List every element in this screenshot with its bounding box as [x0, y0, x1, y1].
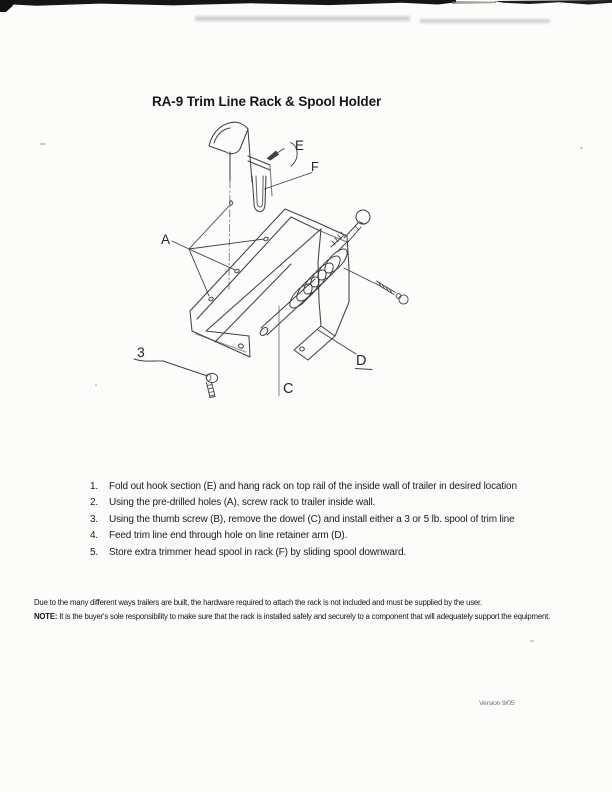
diagram-label-e: E	[295, 138, 305, 153]
responsibility-note	[34, 612, 600, 621]
rail-plate	[190, 209, 321, 342]
fold-arrow	[267, 143, 298, 167]
instruction-number: 2.	[90, 497, 99, 509]
thumb-knob	[355, 210, 370, 230]
instruction-text: Fold out hook section (E) and hang rack on top rail of the inside wall of trailer in desired location	[109, 481, 517, 492]
instruction-text: Feed trim line end through hole on line retainer arm (D).	[109, 530, 348, 542]
note-text: It is the buyer's sole responsibility to make sure that the rack is installed safely and securely to a component that will adequately support the equipment.	[59, 612, 551, 621]
diagram-label-a: A	[161, 232, 171, 247]
u-channel-slot	[252, 176, 266, 212]
diagram-label-d: D	[356, 353, 367, 369]
page-title: RA-9 Trim Line Rack & Spool Holder	[152, 94, 382, 109]
instruction-number: 5.	[90, 546, 99, 558]
diagram-label-f: F	[311, 160, 319, 174]
hook-flap	[209, 122, 248, 154]
floating-pin	[344, 268, 408, 304]
instructions-list	[90, 481, 535, 563]
hardware-disclaimer: Due to the many different ways trailers are built, the hardware required to attach the rack is not included and must be supplied by the user.	[34, 598, 482, 607]
thumb-screw	[134, 359, 218, 398]
instruction-number: 1.	[90, 481, 99, 492]
leader-line-d	[318, 330, 356, 354]
mounting-hole	[230, 201, 233, 205]
leader-lines-a	[172, 206, 264, 296]
instruction-text: Using the pre-drilled holes (A), screw rack to trailer inside wall.	[109, 497, 376, 509]
diagram-label-c: C	[283, 381, 294, 397]
instruction-number: 4.	[90, 530, 99, 542]
mounting-holes	[208, 237, 269, 302]
instruction-number: 3.	[90, 513, 99, 525]
leader-line-f	[265, 173, 313, 190]
instruction-item	[90, 497, 535, 508]
instruction-item	[90, 514, 535, 525]
back-plate	[229, 130, 272, 291]
diagram-label-3-thumb-screw: 3	[137, 344, 145, 360]
instruction-text: Store extra trimmer head spool in rack (F) by sliding spool downward.	[109, 546, 406, 558]
instruction-text: Using the thumb screw (B), remove the dowel (C) and install either a 3 or 5 lb. spool of trim line	[109, 513, 515, 525]
instruction-item	[90, 530, 535, 541]
instruction-item	[90, 547, 535, 558]
instruction-item	[90, 481, 535, 492]
version-label: Version 9/05	[479, 700, 515, 707]
note-label: NOTE:	[34, 612, 58, 621]
